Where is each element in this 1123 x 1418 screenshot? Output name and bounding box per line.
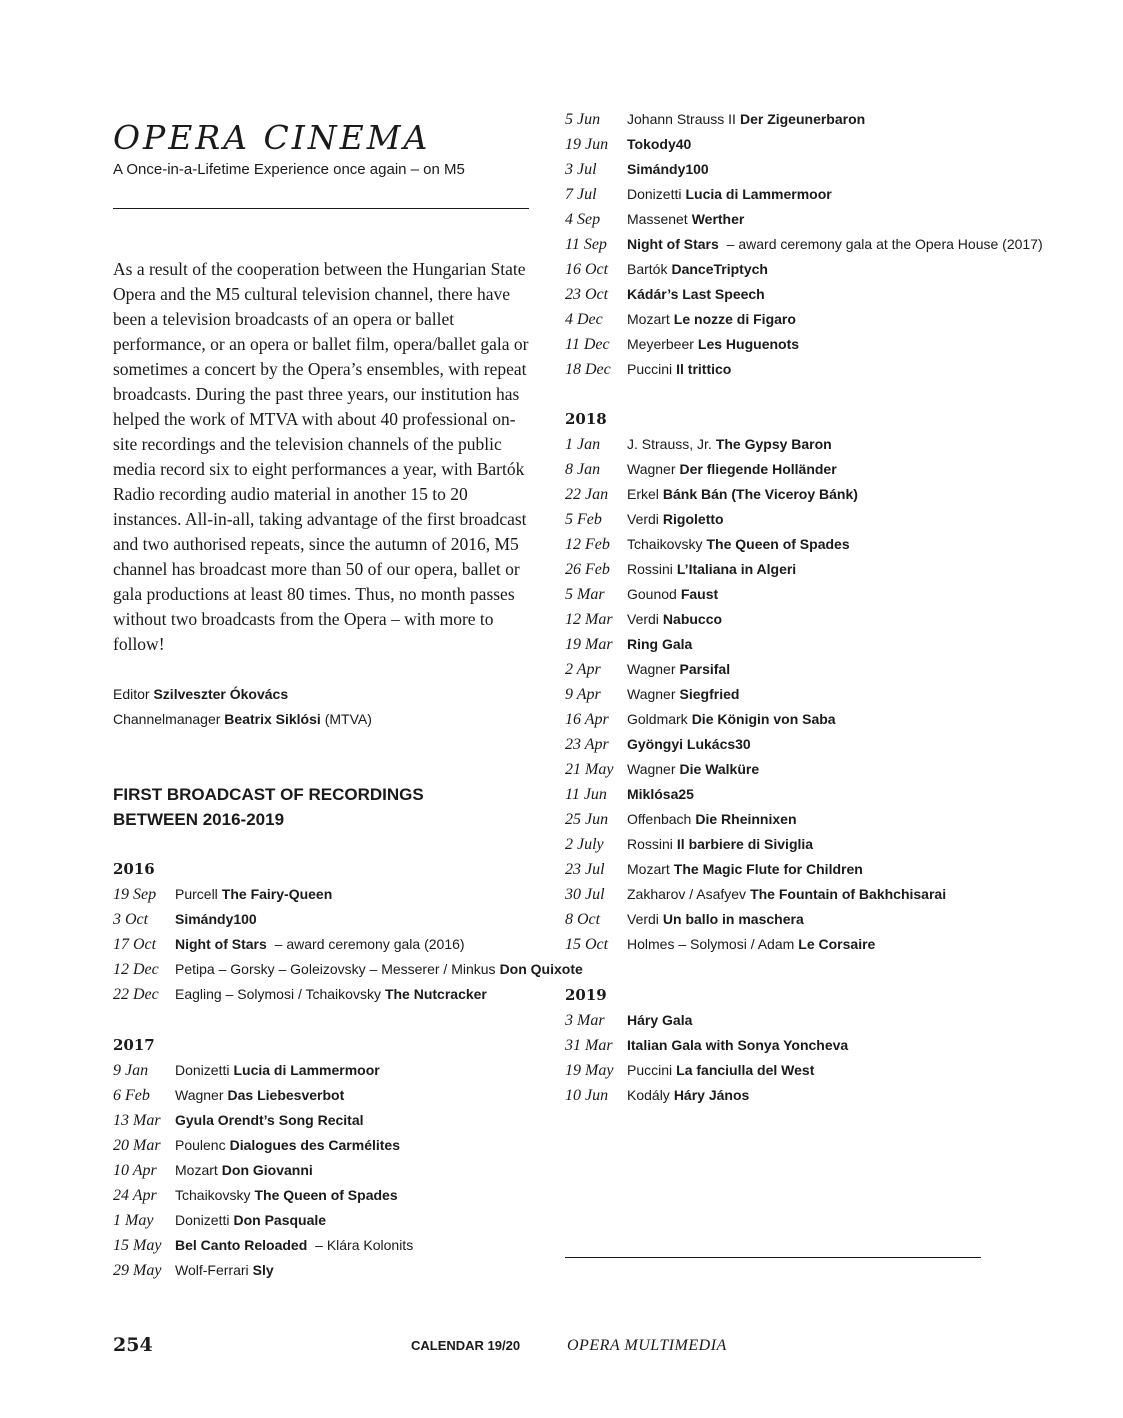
schedule-entry — [113, 1108, 413, 1133]
entry-composer: Verdi — [627, 911, 659, 927]
entry-composer: Bartók — [627, 261, 668, 277]
schedule-entry — [113, 1258, 413, 1283]
schedule-2017-part-1 — [113, 1058, 413, 1283]
entry-work: Don Quixote — [499, 961, 583, 977]
entry-work: Lucia di Lammermoor — [233, 1062, 380, 1078]
entry-date: 4 Sep — [565, 211, 601, 228]
entry-work: Der fliegende Holländer — [679, 461, 837, 477]
channel-manager-suffix: (MTVA) — [324, 711, 372, 727]
entry-composer: Donizetti — [175, 1212, 230, 1228]
page-subtitle: A Once-in-a-Lifetime Experience once again – on M5 — [113, 161, 465, 178]
schedule-entry — [565, 657, 946, 682]
entry-date: 12 Feb — [565, 536, 610, 553]
entry-date: 19 Mar — [565, 636, 613, 653]
entry-date: 19 May — [565, 1062, 614, 1079]
schedule-entry — [113, 1058, 413, 1083]
entry-work: Italian Gala with Sonya Yoncheva — [627, 1037, 849, 1053]
schedule-entry — [565, 932, 946, 957]
entry-date: 10 Apr — [113, 1162, 157, 1179]
schedule-entry — [565, 1008, 848, 1033]
entry-work: Das Liebesverbot — [227, 1087, 345, 1103]
schedule-entry — [565, 532, 946, 557]
entry-date: 6 Feb — [113, 1087, 150, 1104]
entry-composer: Offenbach — [627, 811, 692, 827]
entry-date: 29 May — [113, 1262, 162, 1279]
entry-composer: Wagner — [627, 686, 676, 702]
entry-note: – Klára Kolonits — [311, 1237, 414, 1253]
schedule-entry — [565, 1058, 848, 1083]
entry-date: 7 Jul — [565, 186, 597, 203]
schedule-entry — [565, 182, 1043, 207]
header-divider — [113, 208, 529, 209]
entry-date: 5 Mar — [565, 586, 605, 603]
entry-note: – award ceremony gala (2016) — [270, 936, 465, 952]
entry-composer: Zakharov / Asafyev — [627, 886, 747, 902]
entry-work: Le nozze di Figaro — [673, 311, 796, 327]
entry-composer: Tchaikovsky — [627, 536, 703, 552]
entry-composer: Goldmark — [627, 711, 688, 727]
schedule-entry — [565, 582, 946, 607]
entry-date: 3 Oct — [113, 911, 149, 928]
entry-work: Don Pasquale — [233, 1212, 327, 1228]
entry-work: The Magic Flute for Children — [673, 861, 863, 877]
entry-date: 19 Jun — [565, 136, 609, 153]
editor-label: Editor — [113, 686, 150, 702]
entry-date: 15 Oct — [565, 936, 609, 953]
schedule-entry — [113, 1183, 413, 1208]
schedule-entry — [113, 957, 583, 982]
schedule-entry — [565, 107, 1043, 132]
entry-date: 5 Jun — [565, 111, 601, 128]
schedule-entry — [113, 1158, 413, 1183]
schedule-entry — [565, 307, 1043, 332]
entry-work: The Queen of Spades — [254, 1187, 398, 1203]
entry-composer: Mozart — [627, 861, 670, 877]
schedule-entry — [565, 332, 1043, 357]
entry-date: 23 Apr — [565, 736, 609, 753]
entry-note: – award ceremony gala at the Opera House (2017) — [722, 236, 1043, 252]
entry-composer: Meyerbeer — [627, 336, 694, 352]
entry-date: 4 Dec — [565, 311, 603, 328]
schedule-entry — [565, 707, 946, 732]
entry-date: 15 May — [113, 1237, 162, 1254]
section-title-line-2: BETWEEN 2016-2019 — [113, 810, 285, 829]
entry-work: Bel Canto Reloaded — [175, 1237, 308, 1253]
entry-work: The Queen of Spades — [706, 536, 850, 552]
entry-composer: Donizetti — [175, 1062, 230, 1078]
entry-date: 30 Jul — [565, 886, 605, 903]
entry-date: 21 May — [565, 761, 614, 778]
schedule-entry — [565, 757, 946, 782]
entry-work: Simándy100 — [627, 161, 709, 177]
entry-composer: Wagner — [175, 1087, 224, 1103]
entry-composer: Erkel — [627, 486, 659, 502]
schedule-entry — [565, 732, 946, 757]
schedule-entry — [565, 482, 946, 507]
entry-composer: Wagner — [627, 661, 676, 677]
schedule-entry — [565, 557, 946, 582]
schedule-entry — [565, 132, 1043, 157]
schedule-entry — [113, 1133, 413, 1158]
editor-credit — [113, 682, 288, 707]
entry-work: Die Königin von Saba — [691, 711, 836, 727]
entry-work: Die Walküre — [679, 761, 760, 777]
entry-composer: Rossini — [627, 836, 673, 852]
entry-date: 26 Feb — [565, 561, 610, 578]
entry-work: DanceTriptych — [671, 261, 768, 277]
entry-work: Miklósa25 — [627, 786, 694, 802]
entry-work: Simándy100 — [175, 911, 257, 927]
entry-work: Parsifal — [679, 661, 731, 677]
entry-date: 19 Sep — [113, 886, 157, 903]
entry-date: 13 Mar — [113, 1112, 161, 1129]
entry-work: Il barbiere di Siviglia — [676, 836, 814, 852]
entry-composer: Wagner — [627, 761, 676, 777]
schedule-2019 — [565, 1008, 848, 1108]
footer-section: OPERA MULTIMEDIA — [567, 1337, 727, 1354]
schedule-entry — [113, 907, 583, 932]
entry-composer: Petipa – Gorsky – Goleizovsky – Messerer / Minkus — [175, 961, 496, 977]
entry-composer: Rossini — [627, 561, 673, 577]
entry-date: 22 Dec — [113, 986, 159, 1003]
entry-work: Faust — [680, 586, 719, 602]
schedule-entry — [565, 507, 946, 532]
schedule-entry — [565, 807, 946, 832]
entry-date: 12 Dec — [113, 961, 159, 978]
entry-composer: Eagling – Solymosi / Tchaikovsky — [175, 986, 381, 1002]
entry-work: Dialogues des Carmélites — [229, 1137, 400, 1153]
entry-date: 5 Feb — [565, 511, 602, 528]
entry-work: Night of Stars — [175, 936, 267, 952]
entry-date: 8 Jan — [565, 461, 601, 478]
section-title-line-1: FIRST BROADCAST OF RECORDINGS — [113, 785, 424, 804]
entry-date: 11 Jun — [565, 786, 607, 803]
footer-publication: CALENDAR 19/20 — [411, 1338, 521, 1353]
entry-work: Siegfried — [679, 686, 740, 702]
schedule-entry — [565, 857, 946, 882]
entry-date: 2 July — [565, 836, 604, 853]
entry-work: Il trittico — [676, 361, 732, 377]
page-title: OPERA CINEMA — [113, 118, 431, 157]
entry-composer: Mozart — [175, 1162, 218, 1178]
schedule-entry — [565, 607, 946, 632]
entry-work: The Gypsy Baron — [715, 436, 832, 452]
schedule-2017-part-2 — [565, 107, 1043, 382]
schedule-entry — [113, 982, 583, 1007]
entry-composer: Holmes – Solymosi / Adam — [627, 936, 795, 952]
entry-date: 17 Oct — [113, 936, 157, 953]
entry-composer: Purcell — [175, 886, 218, 902]
entry-work: Werther — [691, 211, 745, 227]
entry-work: Die Rheinnixen — [695, 811, 797, 827]
schedule-entry — [113, 882, 583, 907]
entry-date: 3 Mar — [565, 1012, 605, 1029]
entry-composer: Puccini — [627, 361, 673, 377]
year-heading-2018: 2018 — [565, 410, 607, 428]
intro-paragraph: As a result of the cooperation between the Hungarian State Opera and the M5 cultural television channel, there have been a television broadcasts of an opera or ballet performance, or an opera or ballet film, opera/ballet gala or sometimes a concert by the Opera’s ensembles, with repeat broadcasts. During the past three years, our institution has helped the work of MTVA with about 40 professional on-site recordings and the television channels of the public media record six to eight performances a year, with Bartók Radio recording audio material in another 15 to 20 instances. All-in-all, taking advantage of the first broadcast and two authorised repeats, since the autumn of 2016, M5 channel has broadcast more than 50 of our opera, ballet or gala productions at least 80 times. Thus, no month passes without two broadcasts from the Opera – with more to follow! — [113, 259, 529, 654]
schedule-2018 — [565, 432, 946, 957]
entry-work: Night of Stars — [627, 236, 719, 252]
entry-composer: Tchaikovsky — [175, 1187, 251, 1203]
channel-manager-name: Beatrix Siklósi — [224, 711, 321, 727]
entry-work: Bánk Bán (The Viceroy Bánk) — [662, 486, 858, 502]
entry-composer: Wolf-Ferrari — [175, 1262, 249, 1278]
schedule-entry — [113, 1233, 413, 1258]
entry-date: 3 Jul — [565, 161, 597, 178]
schedule-entry — [565, 232, 1043, 257]
entry-work: Rigoletto — [662, 511, 724, 527]
entry-work: Gyöngyi Lukács30 — [627, 736, 751, 752]
entry-date: 18 Dec — [565, 361, 611, 378]
schedule-entry — [565, 282, 1043, 307]
schedule-entry — [565, 357, 1043, 382]
entry-date: 11 Sep — [565, 236, 607, 253]
editor-name: Szilveszter Ókovács — [153, 686, 289, 702]
entry-composer: J. Strauss, Jr. — [627, 436, 712, 452]
entry-date: 31 Mar — [565, 1037, 613, 1054]
schedule-entry — [113, 932, 583, 957]
schedule-2016 — [113, 882, 583, 1007]
entry-work: L’Italiana in Algeri — [676, 561, 797, 577]
schedule-entry — [565, 632, 946, 657]
entry-work: Sly — [252, 1262, 274, 1278]
schedule-entry — [565, 457, 946, 482]
section-title — [113, 782, 424, 832]
entry-work: Tokody40 — [627, 136, 692, 152]
entry-work: Háry Gala — [627, 1012, 693, 1028]
schedule-entry — [565, 1083, 848, 1108]
schedule-entry — [565, 782, 946, 807]
entry-composer: Johann Strauss II — [627, 111, 736, 127]
entry-composer: Verdi — [627, 511, 659, 527]
entry-date: 16 Apr — [565, 711, 609, 728]
entry-composer: Mozart — [627, 311, 670, 327]
schedule-entry — [565, 907, 946, 932]
entry-work: The Nutcracker — [384, 986, 487, 1002]
schedule-entry — [565, 1033, 848, 1058]
schedule-entry — [565, 157, 1043, 182]
entry-date: 24 Apr — [113, 1187, 157, 1204]
entry-work: The Fairy-Queen — [221, 886, 333, 902]
entry-work: La fanciulla del West — [676, 1062, 815, 1078]
column-end-divider — [565, 1257, 981, 1258]
entry-composer: Massenet — [627, 211, 688, 227]
schedule-entry — [113, 1208, 413, 1233]
entry-date: 10 Jun — [565, 1087, 609, 1104]
entry-work: Un ballo in maschera — [662, 911, 804, 927]
entry-date: 9 Jan — [113, 1062, 149, 1079]
schedule-entry — [565, 832, 946, 857]
entry-work: Don Giovanni — [221, 1162, 313, 1178]
entry-date: 23 Oct — [565, 286, 609, 303]
entry-date: 23 Jul — [565, 861, 605, 878]
channel-manager-credit — [113, 707, 372, 732]
entry-date: 11 Dec — [565, 336, 610, 353]
entry-composer: Poulenc — [175, 1137, 226, 1153]
year-heading-2016: 2016 — [113, 860, 155, 878]
entry-date: 1 Jan — [565, 436, 601, 453]
schedule-entry — [565, 432, 946, 457]
entry-date: 16 Oct — [565, 261, 609, 278]
entry-work: Les Huguenots — [697, 336, 800, 352]
entry-work: Kádár’s Last Speech — [627, 286, 765, 302]
entry-date: 2 Apr — [565, 661, 601, 678]
schedule-entry — [113, 1083, 413, 1108]
schedule-entry — [565, 257, 1043, 282]
entry-composer: Puccini — [627, 1062, 673, 1078]
entry-composer: Kodály — [627, 1087, 670, 1103]
entry-work: Háry János — [673, 1087, 750, 1103]
entry-date: 20 Mar — [113, 1137, 161, 1154]
channel-manager-label: Channelmanager — [113, 711, 221, 727]
entry-work: Le Corsaire — [798, 936, 876, 952]
entry-work: Gyula Orendt’s Song Recital — [175, 1112, 364, 1128]
year-heading-2019: 2019 — [565, 986, 607, 1004]
entry-date: 8 Oct — [565, 911, 601, 928]
entry-work: Nabucco — [662, 611, 723, 627]
schedule-entry — [565, 207, 1043, 232]
entry-date: 25 Jun — [565, 811, 609, 828]
schedule-entry — [565, 882, 946, 907]
entry-date: 22 Jan — [565, 486, 609, 503]
entry-composer: Gounod — [627, 586, 677, 602]
entry-composer: Donizetti — [627, 186, 682, 202]
page-number: 254 — [113, 1334, 153, 1356]
entry-composer: Wagner — [627, 461, 676, 477]
entry-date: 9 Apr — [565, 686, 601, 703]
entry-date: 12 Mar — [565, 611, 613, 628]
entry-composer: Verdi — [627, 611, 659, 627]
year-heading-2017: 2017 — [113, 1036, 155, 1054]
entry-date: 1 May — [113, 1212, 154, 1229]
entry-work: Der Zigeunerbaron — [739, 111, 866, 127]
schedule-entry — [565, 682, 946, 707]
entry-work: Lucia di Lammermoor — [685, 186, 832, 202]
entry-work: Ring Gala — [627, 636, 693, 652]
entry-work: The Fountain of Bakhchisarai — [750, 886, 947, 902]
